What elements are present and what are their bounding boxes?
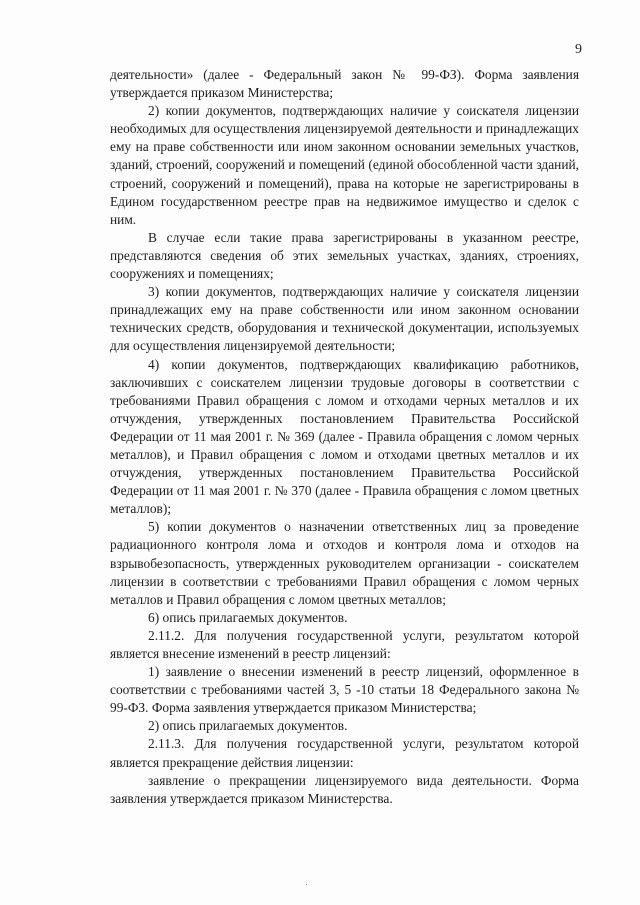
paragraph: 2) опись прилагаемых документов.	[148, 718, 348, 734]
page-number: 9	[575, 42, 582, 57]
paragraph: 2.11.3. Для получения государственной услуги, результатом которой является прекращение действия лицензии:	[110, 736, 579, 770]
paragraph: 3) копии документов, подтверждающих наличие у соискателя лицензии принадлежащих ему на праве собственности или ином законном основании технических средств, оборудования и технической документации, используемых для осуществления лицензируемой деятельности;	[110, 284, 579, 354]
document-body	[110, 66, 579, 808]
paragraph: В случае если такие права зарегистрированы в указанном реестре, представляются сведения об этих земельных участках, зданиях, строениях, сооружениях и помещениях;	[110, 229, 579, 282]
paragraph: 5) копии документов о назначении ответственных лиц за проведение радиационного контроля лома и отходов и контроля лома и отходов на взрывобезопасность, утвержденных руководителем организации - соискателем лицензии в соответствии с требованиями Правил обращения с ломом черных металлов и Правил обращения с ломом цветных металлов;	[110, 519, 579, 607]
paragraph: 2.11.2. Для получения государственной услуги, результатом которой является внесение изменений в реестр лицензий:	[110, 627, 579, 661]
paragraph: заявление о прекращении лицензируемого вида деятельности. Форма заявления утверждается приказом Министерства.	[110, 772, 579, 806]
paragraph: 4) копии документов, подтверждающих квалификацию работников, заключивших с соискателем лицензии трудовые договоры в соответствии с требованиями Правил обращения с ломом и отходами черных металлов и их отчуждения, утвержденных постановлением Правительства Российской Федерации от 11 мая 2001 г. № 369 (далее - Правила обращения с ломом черных металлов), и Правил обращения с ломом и отходами цветных металлов и их отчуждения, утвержденных постановлением Правительства Российской Федерации от 11 мая 2001 г. № 370 (далее - Правила обращения с ломом цветных металлов);	[110, 356, 579, 517]
scan-artifact	[306, 884, 307, 885]
paragraph: деятельности» (далее - Федеральный закон № 99-ФЗ). Форма заявления утверждается приказом Министерства;	[110, 67, 579, 101]
paragraph: 6) опись прилагаемых документов.	[148, 609, 348, 625]
paragraph: 2) копии документов, подтверждающих наличие у соискателя лицензии необходимых для осуществления лицензируемой деятельности и принадлежащих ему на праве собственности или ином законном основании земельных участков, зданий, строений, сооружений и помещений (единой обособленной части зданий, строений, сооружений и помещений), права на которые не зарегистрированы в Едином государственном реестре прав на недвижимое имущество и сделок с ним.	[110, 103, 579, 227]
paragraph: 1) заявление о внесении изменений в реестр лицензий, оформленное в соответствии с требованиями частей 3, 5 -10 статьи 18 Федерального закона № 99-ФЗ. Форма заявления утверждается приказом Министерства;	[110, 664, 579, 716]
